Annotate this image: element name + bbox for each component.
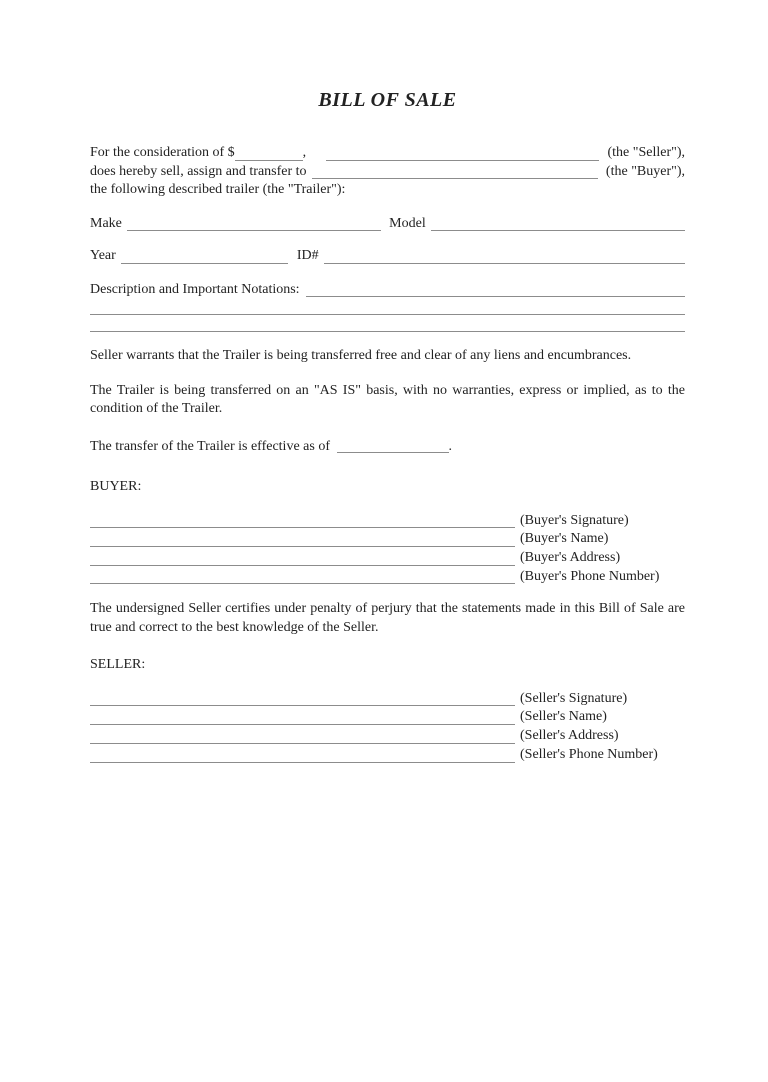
buyer-heading: BUYER: [90, 479, 142, 494]
year-field[interactable] [121, 247, 288, 264]
buyer-phone-field[interactable] [90, 568, 515, 585]
buyer-phone-label: (Buyer's Phone Number) [520, 568, 660, 584]
consideration-amount-field[interactable] [235, 144, 303, 161]
description-row [90, 281, 685, 300]
seller-name-row [90, 708, 685, 727]
intro-line-trailer: the following described trailer (the "Trailer"): [90, 182, 346, 197]
model-label: Model [389, 215, 426, 231]
buyer-printed-name-field[interactable] [90, 530, 515, 547]
make-model-row [90, 215, 685, 234]
buyer-suffix-text: (the "Buyer"), [605, 163, 685, 179]
transfer-prefix-text: does hereby sell, assign and transfer to [90, 163, 307, 179]
make-label: Make [90, 215, 122, 231]
certification-clause: The undersigned Seller certifies under penalty of perjury that the statements made in this Bill of Sale are true and correct to the best knowledge of the Seller. [90, 601, 685, 635]
description-label: Description and Important Notations: [90, 281, 300, 297]
as-is-clause: The Trailer is being transferred on an "AS IS" basis, with no warranties, express or implied, as to the condition of the Trailer. [90, 382, 685, 416]
effective-date-period: . [448, 438, 452, 454]
consideration-comma-text: , [302, 145, 307, 160]
seller-address-row [90, 727, 685, 746]
seller-signature-block [90, 690, 685, 765]
buyer-signature-field[interactable] [90, 512, 515, 529]
buyer-name-label: (Buyer's Name) [520, 531, 609, 547]
description-line-2[interactable] [90, 314, 685, 315]
year-label: Year [90, 248, 116, 263]
seller-printed-name-field[interactable] [90, 708, 515, 725]
seller-signature-row [90, 690, 685, 709]
seller-name-field[interactable] [326, 144, 599, 161]
effective-date-field[interactable] [337, 452, 449, 453]
id-number-label: ID# [296, 248, 319, 263]
document-title: BILL OF SALE [318, 89, 457, 111]
effective-date-clause [90, 438, 685, 457]
buyer-name-field[interactable] [312, 163, 598, 180]
seller-address-field[interactable] [90, 727, 515, 744]
consideration-prefix-text: For the consideration of $ [90, 145, 235, 160]
buyer-phone-row [90, 568, 685, 587]
seller-address-label: (Seller's Address) [520, 728, 619, 744]
seller-heading: SELLER: [90, 657, 146, 673]
year-id-row [90, 247, 685, 266]
bill-of-sale-document [0, 88, 768, 1082]
description-field[interactable] [306, 281, 685, 298]
seller-phone-label: (Seller's Phone Number) [520, 746, 658, 762]
buyer-signature-label: (Buyer's Signature) [520, 512, 629, 528]
buyer-address-field[interactable] [90, 549, 515, 566]
seller-phone-field[interactable] [90, 746, 515, 763]
buyer-signature-row [90, 512, 685, 531]
buyer-signature-block [90, 512, 685, 587]
seller-signature-label: (Seller's Signature) [520, 690, 628, 706]
seller-suffix-text: (the "Seller"), [607, 145, 685, 160]
buyer-address-row [90, 549, 685, 568]
intro-line-consideration [90, 144, 685, 163]
seller-name-label: (Seller's Name) [520, 709, 607, 725]
effective-date-prefix-text: The transfer of the Trailer is effective as of [90, 438, 330, 454]
make-field[interactable] [127, 215, 381, 232]
seller-phone-row [90, 746, 685, 765]
seller-signature-field[interactable] [90, 690, 515, 707]
intro-paragraph [90, 144, 685, 200]
id-number-field[interactable] [324, 247, 685, 264]
model-field[interactable] [431, 215, 685, 232]
description-line-3[interactable] [90, 331, 685, 332]
intro-line-transfer [90, 163, 685, 182]
buyer-name-row [90, 530, 685, 549]
buyer-address-label: (Buyer's Address) [520, 549, 621, 565]
warranty-clause: Seller warrants that the Trailer is being transferred free and clear of any liens and encumbrances. [90, 348, 632, 363]
